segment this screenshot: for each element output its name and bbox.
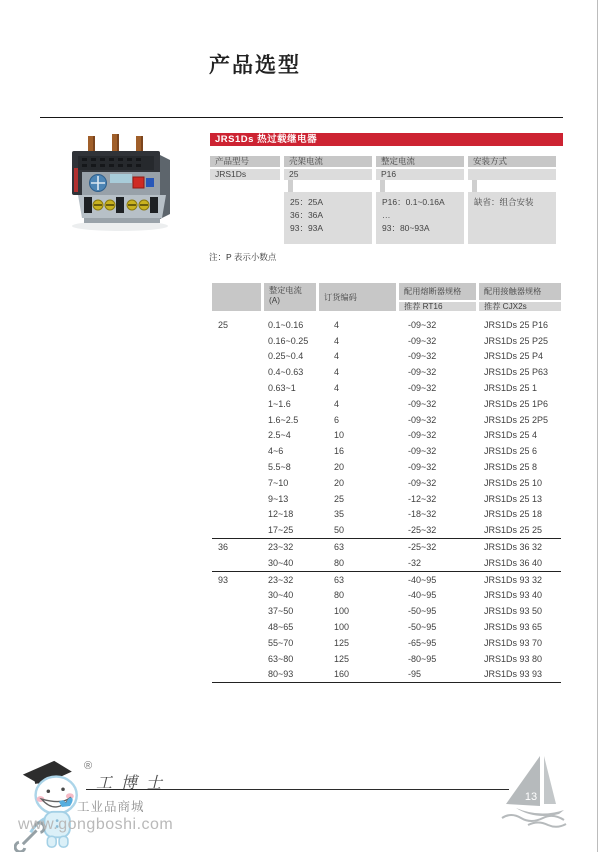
cell-fuse-spec: 63 [334, 542, 345, 553]
table-row [212, 507, 561, 523]
cell-order-code: JRS1Ds 25 18 [484, 509, 543, 520]
table-row [212, 603, 561, 619]
table-row [212, 396, 561, 412]
cell-setting-current: 23~32 [268, 574, 294, 585]
cell-order-code: JRS1Ds 25 P63 [484, 367, 549, 378]
cell-fuse-spec: 10 [334, 430, 345, 441]
cell-setting-current: 9~13 [268, 493, 289, 504]
spec-header-fuse: 配用熔断器规格 [399, 283, 476, 300]
table-row [212, 588, 561, 604]
cell-contactor-spec: -09~32 [408, 462, 437, 473]
footnote: 注：P 表示小数点 [209, 252, 277, 262]
cell-contactor-spec: -12~32 [408, 493, 437, 504]
cell-setting-current: 23~32 [268, 542, 294, 553]
cell-contactor-spec: -09~32 [408, 351, 437, 362]
cell-contactor-spec: -40~95 [408, 590, 437, 601]
cell-order-code: JRS1Ds 25 13 [484, 493, 543, 504]
cell-fuse-spec: 63 [334, 574, 345, 585]
cell-contactor-spec: -25~32 [408, 525, 437, 536]
table-row [212, 317, 561, 333]
cell-order-code: JRS1Ds 93 50 [484, 606, 543, 617]
table-row [212, 412, 561, 428]
registered-mark: ® [84, 760, 93, 772]
table-row [212, 538, 561, 555]
table-row [212, 522, 561, 538]
cell-order-code: JRS1Ds 25 P25 [484, 335, 549, 346]
cell-setting-current: 0.1~0.16 [268, 319, 304, 330]
cell-order-code: JRS1Ds 25 25 [484, 525, 543, 536]
cell-contactor-spec: -80~95 [408, 653, 437, 664]
table-row [212, 491, 561, 507]
cell-order-code: JRS1Ds 36 32 [484, 542, 543, 553]
cell-fuse-spec: 20 [334, 462, 345, 473]
page-title: 产品选型 [209, 54, 301, 77]
table-row [212, 380, 561, 396]
spec-header-current: 整定电流 (A) [264, 283, 316, 311]
cell-fuse-spec: 6 [334, 414, 340, 425]
cell-contactor-spec: -50~95 [408, 622, 437, 633]
logo-url: www.gongboshi.com [18, 816, 174, 833]
logo-name: 工博士 [96, 775, 172, 792]
cell-fuse-spec: 16 [334, 446, 345, 457]
table-row [212, 555, 561, 571]
cell-order-code: JRS1Ds 25 8 [484, 462, 538, 473]
cell-order-code: JRS1Ds 25 2P5 [484, 414, 549, 425]
cell-fuse-spec: 4 [334, 319, 340, 330]
cell-contactor-spec: -25~32 [408, 542, 437, 553]
cell-contactor-spec: -09~32 [408, 319, 437, 330]
table-row [212, 364, 561, 380]
cell-fuse-spec: 50 [334, 525, 345, 536]
spec-header-contactor: 配用接触器规格 [479, 283, 561, 300]
sel-header-model: 产品型号 [210, 156, 280, 167]
cell-order-code: JRS1Ds 25 1P6 [484, 398, 549, 409]
cell-setting-current: 1~1.6 [268, 398, 291, 409]
cell-setting-current: 0.63~1 [268, 383, 296, 394]
cell-fuse-spec: 4 [334, 383, 340, 394]
table-row [212, 635, 561, 651]
page-number: 13 [524, 791, 538, 803]
cell-fuse-spec: 4 [334, 367, 340, 378]
spec-table-header [212, 283, 561, 311]
cell-contactor-spec: -18~32 [408, 509, 437, 520]
cell-setting-current: 80~93 [268, 669, 294, 680]
cell-order-code: JRS1Ds 25 P16 [484, 319, 549, 330]
spec-table-body [212, 317, 561, 683]
cell-setting-current: 1.6~2.5 [268, 414, 299, 425]
cell-contactor-spec: -09~32 [408, 335, 437, 346]
spec-subheader-fuse: 推荐 RT16 [399, 302, 476, 311]
cell-contactor-spec: -50~95 [408, 606, 437, 617]
spec-table [212, 283, 561, 683]
cell-setting-current: 7~10 [268, 477, 289, 488]
cell-setting-current: 12~18 [268, 509, 294, 520]
cell-setting-current: 17~25 [268, 525, 294, 536]
cell-frame-group: 36 [218, 542, 229, 553]
cell-order-code: JRS1Ds 93 70 [484, 637, 543, 648]
cell-fuse-spec: 4 [334, 335, 340, 346]
cell-order-code: JRS1Ds 25 6 [484, 446, 538, 457]
cell-contactor-spec: -95 [408, 669, 422, 680]
table-row [212, 333, 561, 349]
cell-contactor-spec: -09~32 [408, 430, 437, 441]
cell-setting-current: 5.5~8 [268, 462, 291, 473]
table-row [212, 571, 561, 588]
logo-subtitle: 工业品商城 [77, 800, 145, 814]
page-edge-line [597, 0, 598, 852]
cell-order-code: JRS1Ds 93 32 [484, 574, 543, 585]
detail-setting-options: P16：0.1~0.16A … 93：80~93A [376, 192, 464, 244]
sel-value-setting: P16 [376, 169, 464, 180]
cell-setting-current: 0.25~0.4 [268, 351, 304, 362]
cell-contactor-spec: -65~95 [408, 637, 437, 648]
relay-product-photo [58, 130, 182, 234]
sel-header-frame: 壳架电流 [284, 156, 372, 167]
cell-order-code: JRS1Ds 36 40 [484, 557, 543, 568]
cell-fuse-spec: 4 [334, 398, 340, 409]
detail-frame-options: 25：25A 36：36A 93：93A [284, 192, 372, 244]
detail-mount-options: 缺省：组合安装 [468, 192, 556, 244]
cell-fuse-spec: 35 [334, 509, 345, 520]
cell-contactor-spec: -09~32 [408, 477, 437, 488]
cell-order-code: JRS1Ds 93 40 [484, 590, 543, 601]
sel-value-frame: 25 [284, 169, 372, 180]
cell-setting-current: 63~80 [268, 653, 294, 664]
section-banner [210, 133, 563, 146]
cell-fuse-spec: 80 [334, 590, 345, 601]
selection-table [210, 156, 556, 233]
spec-header-order: 订货编码 [319, 283, 396, 311]
table-row [212, 443, 561, 459]
spec-header-group [212, 283, 261, 311]
cell-fuse-spec: 80 [334, 557, 345, 568]
cell-contactor-spec: -32 [408, 557, 422, 568]
cell-setting-current: 55~70 [268, 637, 294, 648]
cell-order-code: JRS1Ds 25 1 [484, 383, 538, 394]
cell-setting-current: 48~65 [268, 622, 294, 633]
cell-order-code: JRS1Ds 25 P4 [484, 351, 544, 362]
sel-value-mount [468, 169, 556, 180]
cell-setting-current: 37~50 [268, 606, 294, 617]
spec-subheader-contactor: 推荐 CJX2s [479, 302, 561, 311]
cell-fuse-spec: 125 [334, 637, 350, 648]
banner-name: 热过载继电器 [257, 134, 318, 145]
sailboat-page-marker [498, 752, 570, 830]
table-row [212, 459, 561, 475]
cell-contactor-spec: -09~32 [408, 398, 437, 409]
title-divider [40, 117, 563, 118]
table-row [212, 667, 561, 683]
sel-header-mount: 安装方式 [468, 156, 556, 167]
cell-fuse-spec: 4 [334, 351, 340, 362]
cell-fuse-spec: 25 [334, 493, 345, 504]
cell-setting-current: 30~40 [268, 590, 294, 601]
cell-setting-current: 0.4~0.63 [268, 367, 304, 378]
sel-header-setting: 整定电流 [376, 156, 464, 167]
cell-order-code: JRS1Ds 25 4 [484, 430, 538, 441]
cell-fuse-spec: 160 [334, 669, 350, 680]
table-row [212, 428, 561, 444]
cell-fuse-spec: 20 [334, 477, 345, 488]
cell-contactor-spec: -40~95 [408, 574, 437, 585]
cell-fuse-spec: 100 [334, 606, 350, 617]
table-row [212, 619, 561, 635]
cell-order-code: JRS1Ds 25 10 [484, 477, 543, 488]
cell-contactor-spec: -09~32 [408, 414, 437, 425]
cell-contactor-spec: -09~32 [408, 367, 437, 378]
cell-setting-current: 2.5~4 [268, 430, 291, 441]
hand-icon [58, 794, 76, 810]
cell-contactor-spec: -09~32 [408, 446, 437, 457]
cell-contactor-spec: -09~32 [408, 383, 437, 394]
cell-order-code: JRS1Ds 93 80 [484, 653, 543, 664]
table-row [212, 349, 561, 365]
table-row [212, 651, 561, 667]
sel-value-model: JRS1Ds [210, 169, 280, 180]
banner-model: JRS1Ds [215, 134, 254, 145]
cell-fuse-spec: 125 [334, 653, 350, 664]
cell-order-code: JRS1Ds 93 93 [484, 669, 543, 680]
cell-frame-group: 93 [218, 574, 229, 585]
cell-fuse-spec: 100 [334, 622, 350, 633]
table-row [212, 475, 561, 491]
cell-setting-current: 30~40 [268, 557, 294, 568]
cell-frame-group: 25 [218, 319, 229, 330]
cell-order-code: JRS1Ds 93 65 [484, 622, 543, 633]
cell-setting-current: 4~6 [268, 446, 284, 457]
cell-setting-current: 0.16~0.25 [268, 335, 309, 346]
